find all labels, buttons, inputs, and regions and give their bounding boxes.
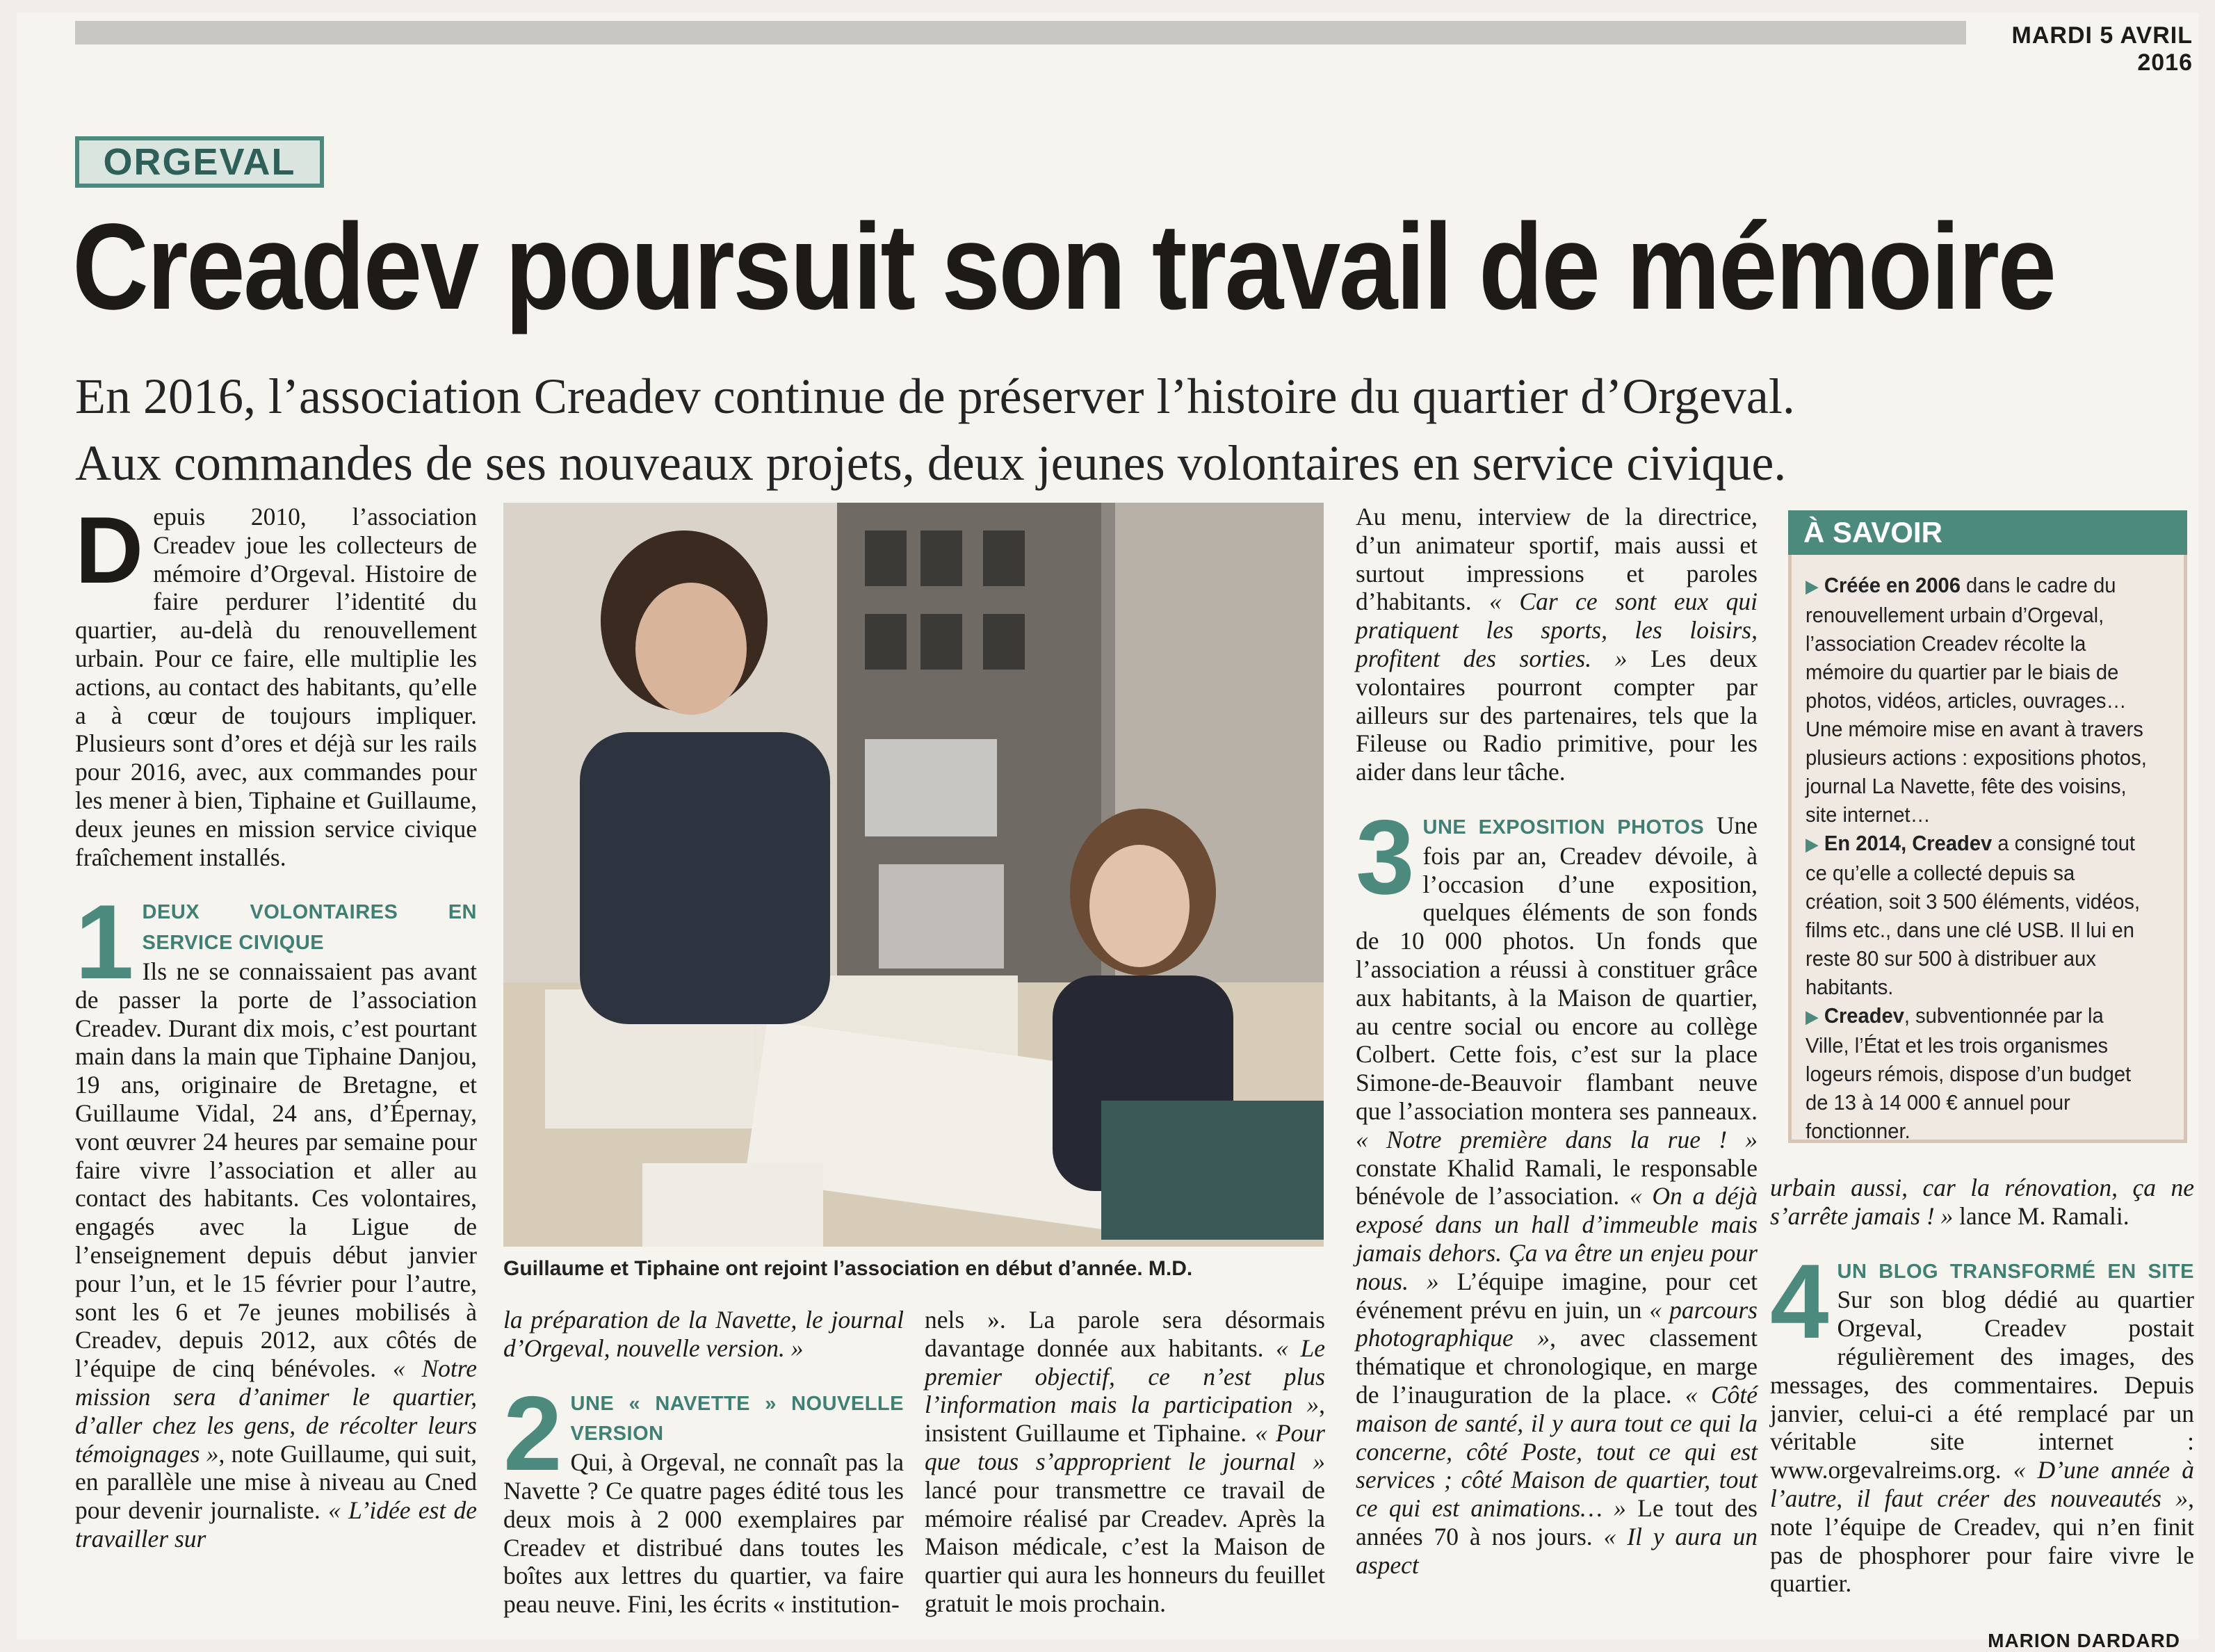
intro-paragraph (75, 497, 477, 871)
quote: « Le premier objectif, ce n’est plus l’information mais la participation » (925, 1334, 1325, 1419)
intro-text: epuis 2010, l’association Creadev joue les collecteurs de mémoire d’Orgeval. Histoire de faire perdurer l’identité du quartier, au-delà du renouvellement urbain. Pour ce faire, elle multiplie les actions, au contact des habitants, qu’elle a à cœur de toujours impliquer. Plusieurs sont d’ores et déjà sur les rails pour 2016, avec, aux commandes pour les mener à bien, Tiphaine et Guillaume, deux jeunes en mission service civique fraîchement installés. (75, 503, 477, 871)
paragraph (925, 1306, 1325, 1618)
quote: « D’une année à l’autre, il faut créer des nouveautés » (1770, 1456, 2194, 1512)
section-title: UNE EXPOSITION PHOTOS (1422, 816, 1705, 839)
info-box-title: À SAVOIR (1788, 510, 2187, 555)
kicker-label: ORGEVAL (79, 140, 320, 184)
photo-caption: Guillaume et Tiphaine ont rejoint l’association en début d’année. M.D. (503, 1257, 1193, 1280)
quote: urbain aussi, car la rénovation, ça ne s’arrête jamais ! » (1770, 1174, 2194, 1230)
text: lancé pour transmettre ce travail de mémoire réalisé par Creadev. Après la Maison médicale, c’est la Maison de quartier qui aura les honneurs du feuillet gratuit le mois prochain. (925, 1475, 1325, 1617)
column-5 (1770, 1174, 2194, 1598)
info-item (1806, 571, 2152, 829)
text: nels ». La parole sera désormais davantage donnée aux habitants. (925, 1306, 1325, 1362)
info-item (1806, 1001, 2152, 1145)
standfirst-line: Aux commandes de ses nouveaux projets, deux jeunes volontaires en service civique. (75, 435, 1787, 491)
section-text: , avec classement thématique et chronologique, en marge de l’inauguration de la place. (1356, 1324, 1758, 1409)
text: , insistent Guillaume et Tiphaine. (925, 1391, 1325, 1448)
section-title: DEUX VOLONTAIRES EN SERVICE CIVIQUE (142, 901, 477, 955)
column-4 (1356, 503, 1758, 1579)
quote: la préparation de la Navette, le journal d’Orgeval, nouvelle version. » (503, 1306, 904, 1362)
author-byline: MARION DARDARD (1988, 1630, 2180, 1651)
triangle-bullet-icon: ▶ (1806, 576, 1819, 597)
issue-date: MARDI 5 AVRIL 2016 (2011, 22, 2193, 76)
section-text: Sur son blog dédié au quartier Orgeval, Creadev postait régulièrement des images, des messages, des commentaires. Depuis janvier, celui-ci a été remplacé par un véritable site internet : www.orgevalreims.org. (1770, 1286, 2194, 1484)
info-item-text: dans le cadre du renouvellement urbain d’Orgeval, l’association Creadev récolte la mémoire du quartier par le biais de photos, vidéos, articles, ouvrages… Une mémoire mise en avant à travers plusieurs actions : expositions photos, journal La Navette, fête des voisins, site internet… (1806, 573, 2147, 827)
quote: « Il y aura un aspect (1356, 1522, 1758, 1579)
info-item-text: , subventionnée par la Ville, l’État et les trois organismes logeurs rémois, dispose d’un budget de 13 à 14 000 € annuel pour fonctionner. (1806, 1003, 2132, 1143)
section-title: UNE « NAVETTE » NOUVELLE VERSION (570, 1392, 904, 1446)
text: Les deux volontaires pourront compter par ailleurs sur des partenaires, tels que la Fileuse ou Radio primitive, pour les aider dans leur tâche. (1356, 644, 1758, 786)
triangle-bullet-icon: ▶ (1806, 1006, 1819, 1027)
section-text: Qui, à Orgeval, ne connaît pas la Navette ? Ce quatre pages édité tous les deux mois à 2 000 exemplaires par Creadev et distribué dans toutes les boîtes aux lettres du quartier, va faire peau neuve. Fini, les écrits « institution- (503, 1448, 904, 1619)
section-2 (503, 1374, 904, 1619)
column-3 (925, 1306, 1325, 1618)
info-box-body (1806, 571, 2152, 1145)
text: Au menu, interview de la directrice, d’un animateur sportif, mais aussi et surtout impressions et paroles d’habitants. (1356, 503, 1758, 616)
section-text: L’équipe imagine, pour cet événement prévu en juin, un (1356, 1267, 1758, 1324)
paragraph (1770, 1174, 2194, 1231)
info-box (1788, 510, 2187, 1143)
quote: « Notre mission sera d’animer le quartier, d’aller chez les gens, de récolter leurs témoignages » (75, 1354, 478, 1468)
section-kicker (75, 136, 324, 188)
quote: « On a déjà exposé dans un hall d’immeuble mais jamais dehors. Ça va être un enjeu pour nous. » (1356, 1182, 1758, 1295)
section-text: , note Guillaume, qui suit, en parallèle une mise à niveau au Cned pour devenir journaliste. (75, 1439, 477, 1525)
section-number: 4 (1770, 1242, 1829, 1361)
quote: « Pour que tous s’approprient le journal » (925, 1419, 1325, 1475)
column-2 (503, 1306, 904, 1619)
quote: « L’idée est de travailler sur (75, 1496, 477, 1553)
quote: « parcours photographique » (1356, 1295, 1758, 1352)
section-text: Une fois par an, Creadev dévoile, à l’occasion d’une exposition, quelques éléments de son fonds de 10 000 photos. Un fonds que l’association a réussi à constituer grâce aux habitants, à la Maison de quartier, au centre social ou encore au collège Colbert. Cette fois, c’est sur la place Simone-de-Beauvoir flambant neuve que l’association montera ses panneaux. (1356, 811, 1758, 1125)
triangle-bullet-icon: ▶ (1806, 834, 1819, 855)
standfirst (75, 363, 2202, 496)
section-number: 1 (75, 883, 134, 1002)
section-number: 3 (1356, 797, 1415, 916)
paragraph (503, 1306, 904, 1363)
info-item (1806, 829, 2152, 1001)
photo-illustration (503, 503, 1324, 1247)
section-title: UN BLOG TRANSFORMÉ EN SITE (1837, 1260, 2194, 1283)
column-1 (75, 497, 478, 1553)
info-item-lead: Créée en 2006 (1824, 573, 1961, 597)
newspaper-page (17, 13, 2198, 1651)
headline: Creadev poursuit son travail de mémoire (72, 199, 2055, 335)
section-number: 2 (503, 1374, 562, 1493)
info-item-lead: En 2014, Creadev (1824, 831, 1993, 855)
section-4 (1770, 1242, 2194, 1598)
section-text: , note l’équipe de Creadev, qui n’en finit pas de phosphorer pour faire vivre le quartier. (1770, 1484, 2194, 1598)
quote: « Côté maison de santé, il y aura tout ce qui la concerne, côté Poste, tout ce qui est services ; côté Maison de quartier, tout ce qui est animations… » (1356, 1380, 1758, 1523)
info-item-lead: Creadev (1824, 1003, 1904, 1028)
info-item-text: a consigné tout ce qu’elle a collecté depuis sa création, soit 3 500 éléments, vidéos, films etc., dans une clé USB. Il lui en reste 80 sur 500 à distribuer aux habitants. (1806, 831, 2141, 999)
section-text: Le tout des années 70 à nos jours. (1356, 1494, 1758, 1550)
quote: « Car ce sont eux qui pratiquent les sports, les loisirs, profitent des sorties. » (1356, 588, 1758, 672)
paragraph (1356, 503, 1758, 786)
article-photo (503, 503, 1324, 1247)
top-rule (75, 21, 1966, 44)
section-text: constate Khalid Ramali, le responsable bénévole de l’association. (1356, 1153, 1758, 1210)
standfirst-line: En 2016, l’association Creadev continue de préserver l’histoire du quartier d’Orgeval. (75, 369, 1795, 424)
section-text: Ils ne se connaissaient pas avant de passer la porte de l’association Creadev. Durant dix mois, c’est pourtant main dans la main que Tiphaine Danjou, 19 ans, originaire de Bretagne, et Guillaume Vidal, 24 ans, d’Épernay, vont œuvrer 24 heures par semaine pour faire vivre l’association et aller au contact des habitants. Ces volontaires, engagés avec la Ligue de l’enseignement depuis début janvier pour l’un, et le 15 février pour l’autre, sont les 6 et 7e jeunes mobilisés à Creadev, depuis 2012, aux côtés de l’équipe de cinq bénévoles. (75, 957, 477, 1383)
drop-cap: D (75, 497, 144, 603)
section-1 (75, 883, 478, 1553)
text: lance M. Ramali. (1953, 1201, 2129, 1230)
quote: « Notre première dans la rue ! » (1356, 1125, 1758, 1153)
section-3 (1356, 797, 1758, 1580)
